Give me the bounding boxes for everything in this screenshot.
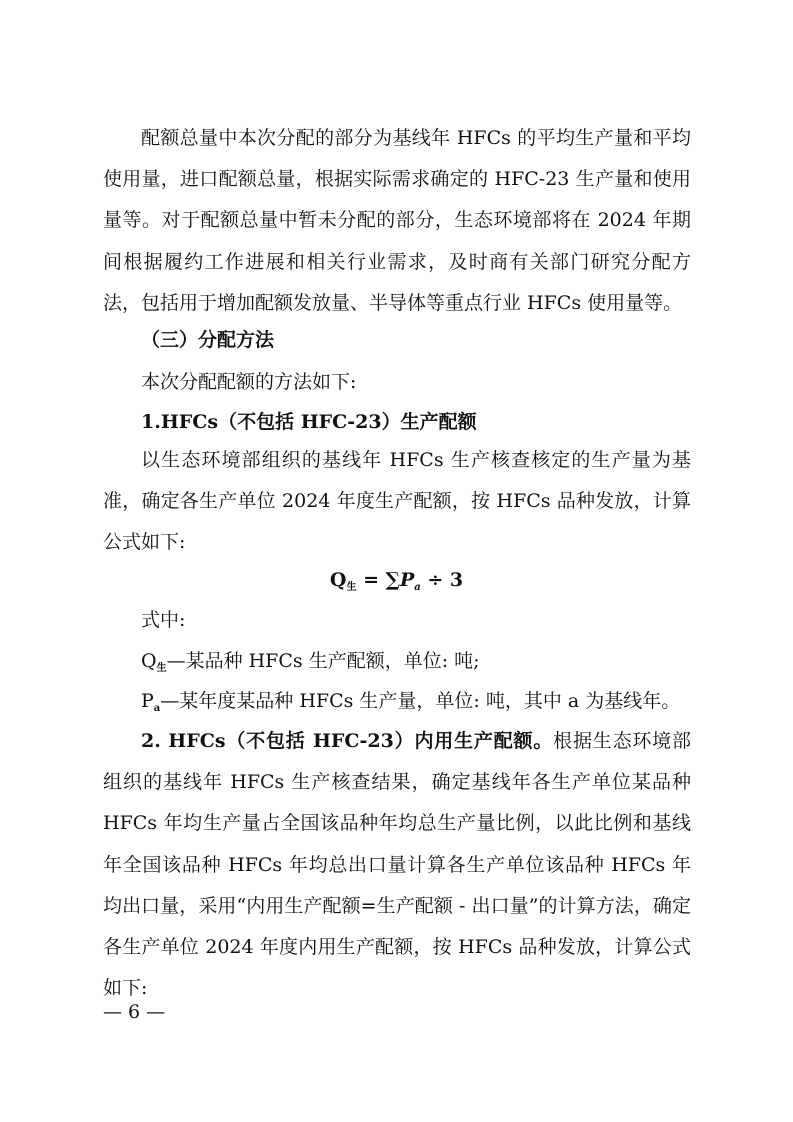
- definition-q-symbol: Q: [141, 650, 157, 672]
- formula-p: P: [399, 569, 415, 591]
- formula-p-subscript: a: [414, 582, 421, 593]
- page-number: — 6 —: [103, 1001, 166, 1023]
- paragraph-domestic-production-quota: [103, 721, 691, 1009]
- definition-p-subscript: a: [153, 703, 161, 714]
- formula-production-quota: [0, 562, 793, 606]
- formula-eq-sum: = ∑: [356, 569, 400, 591]
- definition-q-subscript: 生: [156, 663, 167, 674]
- subheading-production-quota: 1.HFCs（不包括 HFC-23）生产配额: [141, 411, 477, 433]
- formula-divide: ÷ 3: [420, 569, 464, 591]
- where-label: 式中:: [141, 609, 186, 631]
- domestic-quota-text: 根据生态环境部组织的基线年 HFCs 生产核查结果，确定基线年各生产单位某品种 HFCs 年均生产量占全国该品种年均总生产量比例，以此比例和基线年全国该品种 HFCs 年均总出口量计算各生产单位该品种 HFCs 年均出口量，采用“内用生产配额=生产配额 - 出口量”的计算方法，确定各生产单位 2024 年度内用生产配额，按 HFCs 品种发放，计算公式如下:: [103, 730, 691, 1000]
- section-heading-allocation-method: （三）分配方法: [141, 329, 275, 351]
- intro-line: 本次分配配额的方法如下:: [141, 371, 357, 393]
- paragraph-production-basis: 以生态环境部组织的基线年 HFCs 生产核查核定的生产量为基准，确定各生产单位 2024 年度生产配额，按 HFCs 品种发放，计算公式如下:: [103, 449, 691, 554]
- definition-q: [141, 643, 480, 687]
- definition-p-symbol: P: [141, 690, 154, 712]
- definition-q-text: —某品种 HFCs 生产配额，单位: 吨;: [166, 650, 480, 672]
- formula-q: Q: [329, 569, 347, 591]
- formula-q-subscript: 生: [346, 582, 357, 593]
- domestic-quota-heading: 2. HFCs（不包括 HFC-23）内用生产配额。: [141, 730, 554, 752]
- definition-p-text: —某年度某品种 HFCs 生产量，单位: 吨，其中 a 为基线年。: [160, 690, 681, 712]
- paragraph-quota-allocation: 配额总量中本次分配的部分为基线年 HFCs 的平均生产量和平均使用量，进口配额总量，根据实际需求确定的 HFC-23 生产量和使用量等。对于配额总量中暂未分配的部分，生态环境部将在 2024 年期间根据履约工作进展和相关行业需求，及时商有关部门研究分配方法，包括用于增加配额发放量、半导体等重点行业 HFCs 使用量等。: [103, 127, 691, 314]
